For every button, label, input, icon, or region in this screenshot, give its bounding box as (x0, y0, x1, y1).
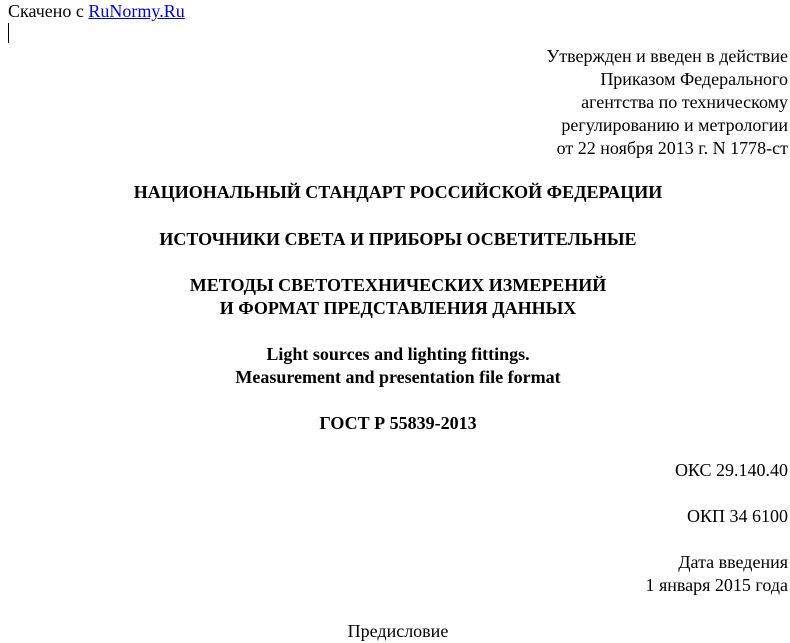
runormy-link[interactable]: RuNormy.Ru (88, 1, 185, 21)
standard-title: НАЦИОНАЛЬНЫЙ СТАНДАРТ РОССИЙСКОЙ ФЕДЕРАЦИИ (133, 182, 663, 202)
english-title-line: Measurement and presentation file format (235, 367, 561, 387)
english-title-line: Light sources and lighting fittings. (266, 344, 530, 364)
approval-line: Приказом Федерального (600, 69, 788, 89)
introduction-date-label: Дата введения (678, 552, 788, 572)
approval-line: Утвержден и введен в действие (546, 46, 788, 66)
approval-line: агентства по техническому (581, 92, 788, 112)
oks-code: ОКС 29.140.40 (674, 460, 788, 480)
text-cursor (8, 23, 9, 43)
introduction-date (645, 551, 788, 597)
subject-title: ИСТОЧНИКИ СВЕТА И ПРИБОРЫ ОСВЕТИТЕЛЬНЫЕ (159, 229, 637, 249)
source-prefix: Скачено с (8, 1, 89, 21)
approval-line: регулированию и метрологии (561, 115, 788, 135)
foreword-heading: Предисловие (347, 621, 449, 641)
gost-number: ГОСТ Р 55839-2013 (319, 413, 477, 433)
approval-line: от 22 ноября 2013 г. N 1778-ст (556, 138, 788, 158)
introduction-date-value: 1 января 2015 года (645, 575, 788, 595)
english-title (0, 343, 790, 389)
methods-title-line: МЕТОДЫ СВЕТОТЕХНИЧЕСКИХ ИЗМЕРЕНИЙ (189, 275, 607, 295)
source-line (8, 0, 185, 23)
methods-title (0, 274, 790, 320)
okp-code: ОКП 34 6100 (686, 506, 788, 526)
methods-title-line: И ФОРМАТ ПРЕДСТАВЛЕНИЯ ДАННЫХ (219, 298, 577, 318)
approval-block (546, 45, 788, 160)
